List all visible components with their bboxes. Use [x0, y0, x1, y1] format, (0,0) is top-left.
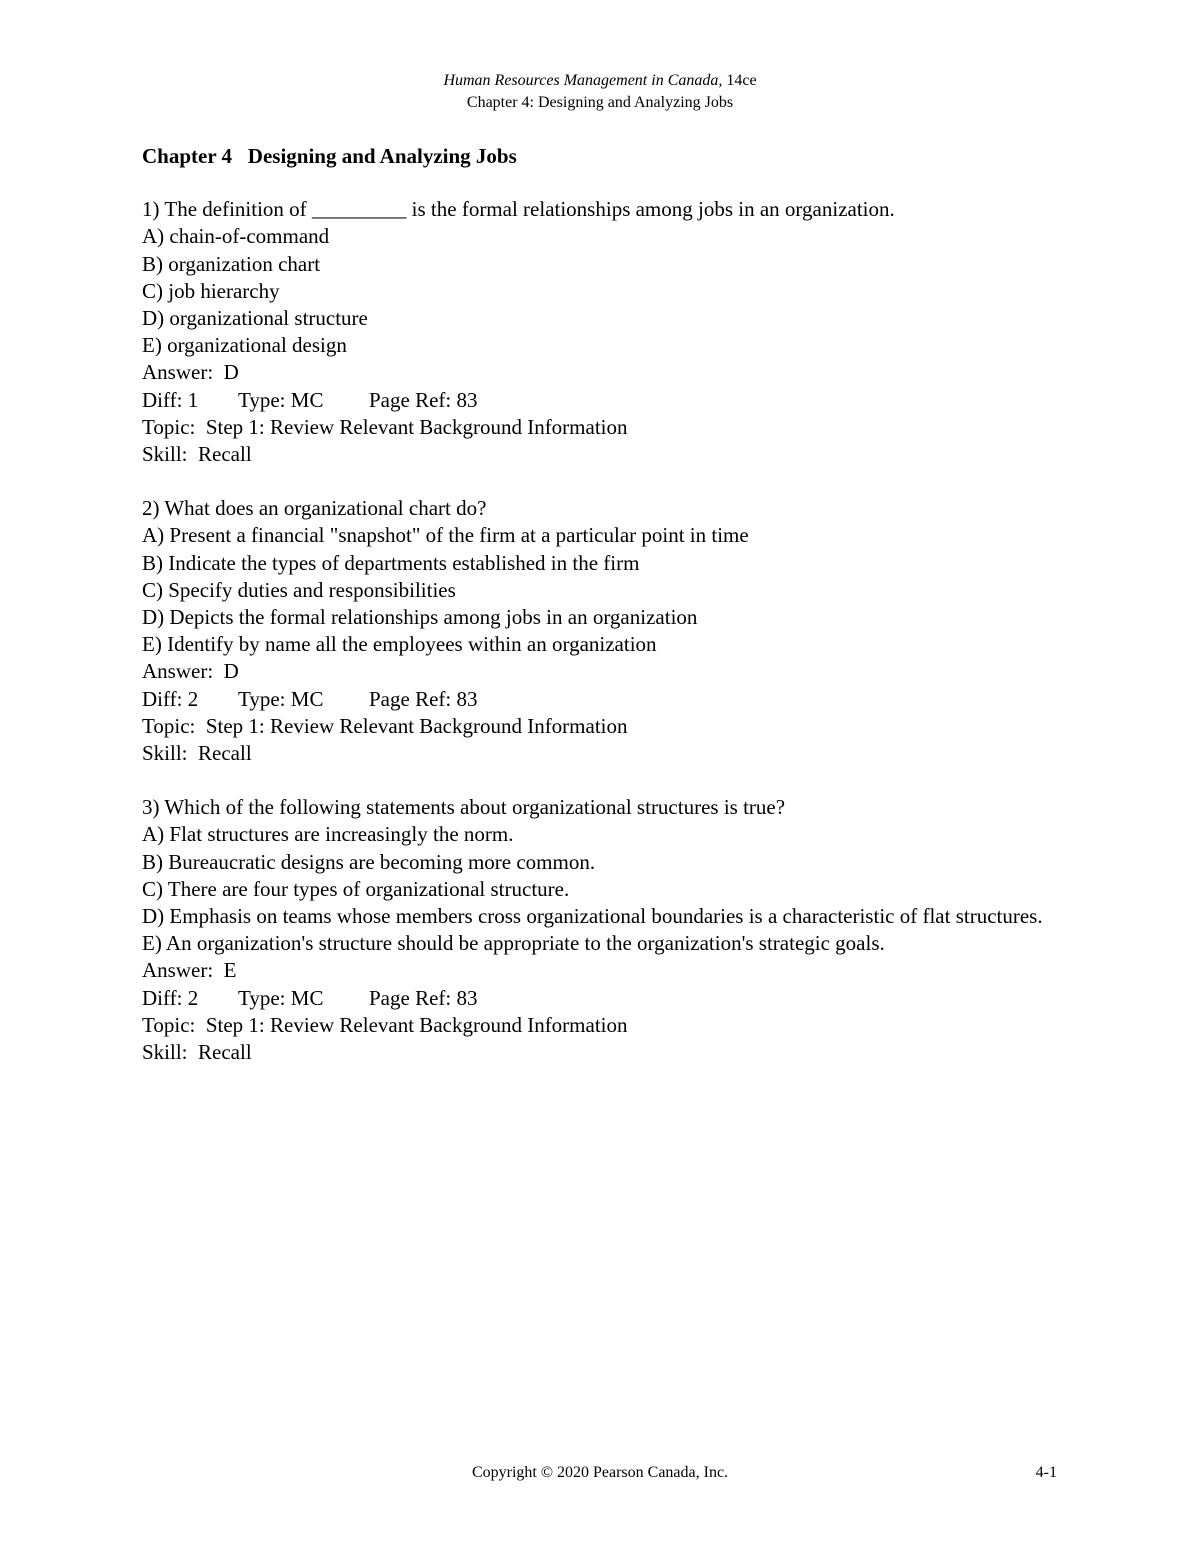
header-book-line [0, 70, 1200, 92]
option-c: C) job hierarchy [142, 278, 280, 303]
question-type: Type: MC [238, 387, 324, 412]
page-number: 4-1 [1035, 1464, 1057, 1481]
question-stem: 1) The definition of _________ is the formal relationships among jobs in an organization. [142, 197, 895, 222]
running-header [0, 70, 1200, 114]
option-e: E) Identify by name all the employees within an organization [142, 632, 657, 657]
meta-row [142, 686, 1072, 713]
question-2 [142, 495, 1072, 767]
topic: Topic: Step 1: Review Relevant Background Information [142, 414, 628, 439]
header-book-title: Human Resources Management in Canada, [443, 72, 723, 89]
option-a: A) Flat structures are increasingly the norm. [142, 822, 514, 847]
option-e: E) An organization's structure should be appropriate to the organization's strategic goals. [142, 931, 885, 956]
difficulty: Diff: 2 [142, 686, 199, 711]
option-d: D) organizational structure [142, 306, 368, 331]
skill: Skill: Recall [142, 1040, 252, 1065]
option-b: B) Indicate the types of departments established in the firm [142, 550, 640, 575]
difficulty: Diff: 1 [142, 387, 199, 412]
option-d: D) Emphasis on teams whose members cross organizational boundaries is a characteristic of flat structures. [142, 904, 1043, 929]
question-type: Type: MC [238, 985, 324, 1010]
option-c: C) There are four types of organizational structure. [142, 876, 570, 901]
option-d: D) Depicts the formal relationships among jobs in an organization [142, 605, 698, 630]
answer: Answer: D [142, 659, 239, 684]
option-a: A) Present a financial "snapshot" of the firm at a particular point in time [142, 523, 749, 548]
topic: Topic: Step 1: Review Relevant Background Information [142, 1012, 628, 1037]
copyright-notice: Copyright © 2020 Pearson Canada, Inc. [471, 1464, 729, 1481]
skill: Skill: Recall [142, 442, 252, 467]
option-c: C) Specify duties and responsibilities [142, 577, 456, 602]
question-stem: 2) What does an organizational chart do? [142, 496, 487, 521]
page-ref: Page Ref: 83 [369, 387, 478, 412]
page-ref: Page Ref: 83 [369, 686, 478, 711]
header-chapter-line: Chapter 4: Designing and Analyzing Jobs [466, 94, 734, 111]
question-3 [142, 794, 1072, 1066]
chapter-heading: Chapter 4 Designing and Analyzing Jobs [142, 144, 517, 168]
option-a: A) chain-of-command [142, 224, 330, 249]
header-edition: 14ce [722, 72, 757, 89]
meta-row [142, 387, 1072, 414]
page-content [142, 143, 1072, 1093]
answer: Answer: E [142, 958, 237, 983]
option-b: B) Bureaucratic designs are becoming more common. [142, 849, 596, 874]
topic: Topic: Step 1: Review Relevant Background Information [142, 713, 628, 738]
skill: Skill: Recall [142, 741, 252, 766]
question-stem: 3) Which of the following statements about organizational structures is true? [142, 795, 786, 820]
question-type: Type: MC [238, 686, 324, 711]
meta-row [142, 985, 1072, 1012]
answer: Answer: D [142, 360, 239, 385]
question-1 [142, 196, 1072, 468]
option-e: E) organizational design [142, 333, 347, 358]
difficulty: Diff: 2 [142, 985, 199, 1010]
page-ref: Page Ref: 83 [369, 985, 478, 1010]
option-b: B) organization chart [142, 251, 321, 276]
